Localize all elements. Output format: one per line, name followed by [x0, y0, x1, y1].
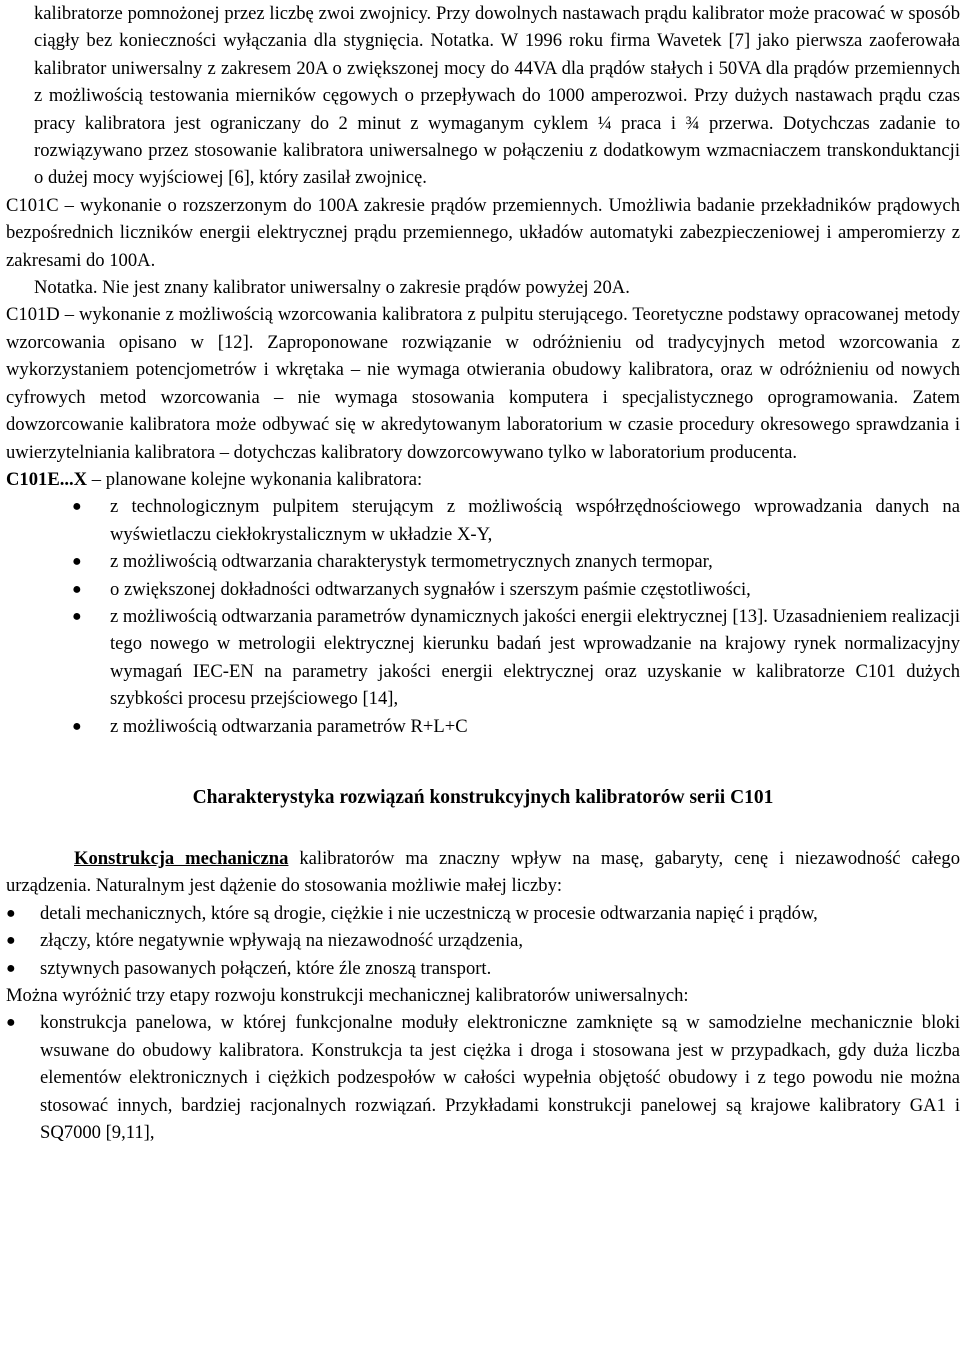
- bullet-icon: ●: [72, 498, 82, 516]
- note-label: Notatka.: [430, 30, 495, 52]
- list-item: ● konstrukcja panelowa, w której funkcjonalne moduły elektroniczne zamknięte są w samodzielne mechanicznie bloki wsuwane do obudowy kalibratora. Konstrukcja ta jest ciężka i droga i stosowana jest w przypadkach, gdy duża liczba elementów elektronicznych i ciężkich podzespołów w całości wypełnia objętość obudowy i z tego powodu nie można stosować innych, bardziej racjonalnych rozwiązań. Przykładami konstrukcji panelowej są krajowe kalibratory GA1 i SQ7000 [9,11],: [6, 1009, 960, 1146]
- mechanical-items-list: [6, 900, 960, 982]
- bullet-icon: ●: [6, 904, 16, 922]
- paragraph-c101e: [6, 466, 960, 493]
- variant-text: – wykonanie o rozszerzonym do 100A zakresie prądów przemiennych. Umożliwia badanie przekładników prądowych bezpośrednich liczników energii elektrycznej prądu przemiennego, układów automatyki zabezpieczeniowej i amperomierzy z zakresami do 100A.: [6, 194, 960, 271]
- paragraph-mechanical: [6, 845, 960, 900]
- bullet-icon: ●: [72, 717, 82, 735]
- variant-text: – planowane kolejne wykonania kalibratora:: [87, 468, 423, 490]
- list-item: ● z możliwością odtwarzania parametrów dynamicznych jakości energii elektrycznej [13]. Uzasadnieniem realizacji tego nowego w metrologii elektrycznej kierunku badań jest wprowadzanie na krajowy rynek normalizacyjny wymagań IEC-EN na parametry jakości energii elektrycznej oraz uzyskanie w kalibratorze C101 dużych szybkości procesu przejściowego [14],: [6, 603, 960, 713]
- bullet-icon: ●: [72, 553, 82, 571]
- bullet-icon: ●: [6, 1014, 16, 1032]
- mechanical-label: Konstrukcja mechaniczna: [74, 847, 289, 869]
- bullet-icon: ●: [72, 580, 82, 598]
- paragraph-text: kalibratorze pomnożonej przez liczbę zwoi zwojnicy. Przy dowolnych nastawach prądu kalibrator może pracować w sposób ciągły bez konieczności wyłączania dla stygnięcia.: [34, 3, 960, 52]
- list-item: ● z możliwością odtwarzania parametrów R+L+C: [6, 713, 960, 740]
- list-item: ● o zwiększonej dokładności odtwarzanych sygnałów i szerszym paśmie częstotliwości,: [6, 576, 960, 603]
- variant-text: – wykonanie z możliwością wzorcowania kalibratora z pulpitu sterującego. Teoretyczne podstawy opracowanej metody wzorcowania opisano w [12]. Zaproponowane rozwiązanie w odróżnieniu od tradycyjnych metod wzorcowania z wykorzystaniem potencjometrów i wkrętaka – nie wymaga otwierania obudowy kalibratora, oraz w odróżnieniu od nowych cyfrowych metod wzorcowania – nie wymaga stosowania komputera i specjalistycznego oprogramowania. Zatem dowzorcowanie kalibratora może odbywać się w akredytowanym laboratorium w czasie procedury okresowego sprawdzania i uwierzytelniania kalibratora – dotychczas kalibratory dowzorcowywano tylko w laboratorium producenta.: [6, 304, 960, 463]
- variant-label: C101D: [6, 304, 60, 326]
- list-item: ● złączy, które negatywnie wpływają na niezawodność urządzenia,: [6, 927, 960, 954]
- planned-variants-list: [6, 493, 960, 740]
- note-label: Notatka.: [34, 277, 98, 299]
- variant-label: C101E...X: [6, 468, 88, 490]
- paragraph-calibrator-coil: [6, 0, 960, 192]
- list-item: ● z technologicznym pulpitem sterującym z możliwością współrzędnościowego wprowadzania danych na wyświetlaczu ciekłokrystalicznym w układzie X-Y,: [6, 493, 960, 548]
- bullet-icon: ●: [6, 932, 16, 950]
- bullet-icon: ●: [6, 959, 16, 977]
- paragraph-stages-intro: Można wyróżnić trzy etapy rozwoju konstrukcji mechanicznej kalibratorów uniwersalnych:: [6, 985, 689, 1006]
- note-text: W 1996 roku firma Wavetek [7] jako pierwsza zaoferowała kalibrator uniwersalny z zakresem 20A o zwiększonej mocy do 44VA dla prądów stałych i 50VA dla prądów przemiennych z możliwością testowania mierników cęgowych o przepływach do 1000 amperozwoi. Przy dużych nastawach prądu czas pracy kalibratora jest ograniczany do 2 minut z wymaganym cyklem ¼ praca i ¾ przerwa. Dotychczas zadanie to rozwiązywano przez stosowanie kalibratora uniwersalnego w połączeniu z dodatkowym wzmacniaczem transkonduktancji o dużej mocy wyjściowej [6], który zasilał zwojnicę.: [34, 30, 960, 189]
- note-text: Nie jest znany kalibrator uniwersalny o zakresie prądów powyżej 20A.: [97, 277, 630, 299]
- list-item: ● detali mechanicznych, które są drogie, ciężkie i nie uczestniczą w procesie odtwarzania napięć i prądów,: [6, 900, 960, 927]
- variant-label: C101C: [6, 194, 59, 216]
- list-item: ● sztywnych pasowanych połączeń, które źle znoszą transport.: [6, 955, 960, 982]
- paragraph-c101c: [6, 192, 960, 274]
- paragraph-c101c-note: [6, 274, 960, 301]
- paragraph-text: kalibratorów ma znaczny wpływ na masę, gabaryty, cenę i niezawodność całego urządzenia. Naturalnym jest dążenie do stosowania możliwie małej liczby:: [6, 847, 960, 897]
- paragraph-c101d: [6, 301, 960, 465]
- section-heading: Charakterystyka rozwiązań konstrukcyjnych kalibratorów serii C101: [192, 786, 774, 808]
- list-item: ● z możliwością odtwarzania charakterystyk termometrycznych znanych termopar,: [6, 548, 960, 575]
- bullet-icon: ●: [72, 607, 82, 625]
- stages-list: [6, 1009, 960, 1146]
